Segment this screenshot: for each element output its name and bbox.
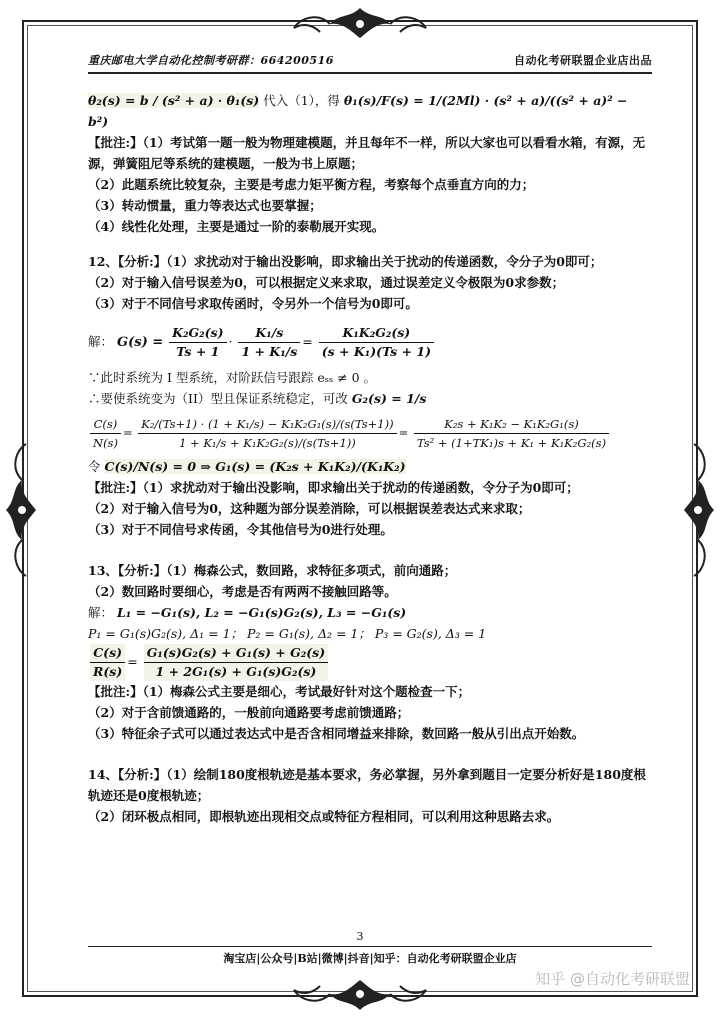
s12-solution-label: 解： (88, 334, 114, 349)
s13-loops: L₁ = −G₁(s), L₂ = −G₁(s)G₂(s), L₃ = −G₁(s) (117, 605, 407, 620)
s12-note-1: 【批注:】（1）求扰动对于输出没影响，即求输出关于扰动的传递函数，令分子为0即可； (88, 480, 579, 495)
s12-cn-zero: C(s)/N(s) = 0 ⇒ G₁(s) = (K₂s + K₁K₂)/(K₁K₂) (104, 459, 406, 474)
s12-cn-lhs: $\frac{C(s)}{N(s)}$ (90, 415, 121, 452)
s11-note-1: 【批注:】（1）考试第一题一般为物理建模题，并且每年不一样，所以大家也可以看看水箱，有源，无源，弹簧阻尼等系统的建模题，一般为书上原题； (88, 135, 646, 171)
header-right-text: 自动化考研联盟企业店出品 (514, 54, 652, 67)
s14-analysis-2: （2）闭环极点相同，即根轨迹出现相交点或特征方程相同，可以利用这种思路去求。 (88, 809, 560, 824)
s13-loops-line: 解： L₁ = −G₁(s), L₂ = −G₁(s)G₂(s), L₃ = −G₁(s) (88, 605, 407, 620)
s12-cn-equation: $\frac{C(s)}{N(s)}$ = $\frac{\text{K₂/(Ts+1) · (1 + K₁/s) − K₁K₂G₁(s)/(s(Ts+1))}}{\text{1 + K₁/s + K₁K₂G₂(s)/(s(Ts+1))}}$ = $\frac{\text{K₂s + K₁K₂ − K₁K₂G₁(s)}}{\text{Ts² + (1+TK₁)s + K₁ + K₁K₂G₂(s)}}$ (88, 415, 648, 452)
watermark: 知乎 @自动化考研联盟 (535, 970, 690, 988)
s11-note-2: （2）此题系统比较复杂，主要是考虑力矩平衡方程，考察每个点垂直方向的力； (88, 177, 535, 192)
top-ornament-icon (290, 4, 430, 44)
s13-note-1: 【批注:】（1）梅森公式主要是细心，考试最好针对这个题检查一下； (88, 684, 471, 699)
s11-note-3: （3）转动惯量，重力等表达式也要掌握； (88, 198, 322, 213)
s12-g-equation: 解： G(s) = $\frac{\text{K₂G₂(s)}}{Ts + 1}$ · $\frac{\text{K₁/s}}{\text{1 + K₁/s}}$ = $\frac{\text{K₁K₂G₂(s)}}{\text{(s + K₁)(Ts + 1)}}$ (88, 324, 648, 361)
right-ornament-icon (678, 440, 718, 580)
s12-therefore-line: ∴要使系统变为（II）型且保证系统稳定，可改 G₂(s) = 1/s (88, 391, 427, 406)
page-footer: 淘宝店|公众号|B站|微博|抖音|知乎：自动化考研联盟企业店 (223, 952, 517, 965)
s12-g-frac-3: $\frac{\text{K₁K₂G₂(s)}}{\text{(s + K₁)(Ts + 1)}}$ (319, 324, 434, 361)
bottom-ornament-icon (290, 974, 430, 1014)
s12-g-frac-1: $\frac{\text{K₂G₂(s)}}{Ts + 1}$ (169, 324, 226, 361)
s13-cr-rhs: $\frac{\text{G₁(s)G₂(s) + G₁(s) + G₂(s)}}{\text{1 + 2G₁(s) + G₁(s)G₂(s)}}$ (144, 644, 328, 681)
s13-note-2: （2）对于含前馈通路的，一般前向通路要考虑前馈通路； (88, 705, 410, 720)
s11-equation-line (88, 90, 648, 132)
document-body (88, 90, 648, 827)
s12-g-lhs: G(s) = (117, 335, 164, 350)
s12-note-3: （3）对于不同信号求传函，令其他信号为0进行处理。 (88, 522, 393, 537)
header-rule (88, 72, 652, 74)
s13-cr-lhs: $\frac{C(s)}{R(s)}$ (90, 644, 125, 681)
left-ornament-icon (2, 440, 42, 580)
header-left-text: 重庆邮电大学自动化控制考研群：664200516 (88, 54, 334, 67)
s11-eq-left: θ₂(s) = b / (s² + a) · θ₁(s) (88, 93, 260, 108)
s13-analysis-1: 13、【分析:】（1）梅森公式，数回路，求特征多项式，前向通路； (88, 563, 457, 578)
s13-paths: P₁ = G₁(s)G₂(s), Δ₁ = 1； P₂ = G₁(s), Δ₂ = 1； P₃ = G₂(s), Δ₃ = 1 (88, 626, 487, 641)
s11-eq-right: θ₁(s)/F(s) = 1/(2Ml) · (s² + a)/((s² + a)² − b²) (88, 93, 628, 129)
s11-intro-text: 代入（1），得 (263, 93, 340, 108)
s12-since: ∵此时系统为 I 型系统，对阶跃信号跟踪 eₛₛ ≠ 0 。 (88, 370, 377, 385)
s13-analysis-2: （2）数回路时要细心，考虑是否有两两不接触回路等。 (88, 584, 397, 599)
s12-note-2: （2）对于输入信号为0，这种题为部分误差消除，可以根据误差表达式来求取； (88, 501, 531, 516)
page-number: 3 (356, 930, 364, 943)
s13-note-3: （3）特征余子式可以通过表达式中是否含相同增益来排除，数回路一般从引出点开始数。 (88, 726, 585, 741)
s12-zero-line: 令 C(s)/N(s) = 0 ⇒ G₁(s) = (K₂s + K₁K₂)/(K₁K₂) (88, 459, 406, 474)
s12-analysis-2: （2）对于输入信号误差为0，可以根据定义来求取，通过误差定义令极限为0求参数； (88, 275, 565, 290)
s12-cn-mid: $\frac{\text{K₂/(Ts+1) · (1 + K₁/s) − K₁K₂G₁(s)/(s(Ts+1))}}{\text{1 + K₁/s + K₁K₂G₂(s)/(s(Ts+1))}}$ (138, 415, 396, 452)
s12-g-frac-2: $\frac{\text{K₁/s}}{\text{1 + K₁/s}}$ (238, 324, 300, 361)
footer-rule (88, 946, 652, 947)
s12-analysis-3: （3）对于不同信号求取传函时，令另外一个信号为0即可。 (88, 296, 418, 311)
page-header (88, 48, 652, 70)
s12-g2-eq: G₂(s) = 1/s (351, 391, 427, 406)
s12-cn-rhs: $\frac{\text{K₂s + K₁K₂ − K₁K₂G₁(s)}}{\text{Ts² + (1+TK₁)s + K₁ + K₁K₂G₂(s)}}$ (414, 415, 609, 452)
s11-note-4: （4）线性化处理，主要是通过一阶的泰勒展开实现。 (88, 219, 385, 234)
s13-cr-equation: $\frac{C(s)}{R(s)}$ = $\frac{\text{G₁(s)G₂(s) + G₁(s) + G₂(s)}}{\text{1 + 2G₁(s) + G₁(s)G₂(s)}}$ (88, 644, 648, 681)
s14-analysis-1: 14、【分析:】（1）绘制180度根轨迹是基本要求，务必掌握，另外拿到题目一定要分析好是180度根轨迹还是0度根轨迹； (88, 767, 646, 803)
s12-analysis-1: 12、【分析:】（1）求扰动对于输出没影响，即求输出关于扰动的传递函数，令分子为0即可； (88, 254, 603, 269)
